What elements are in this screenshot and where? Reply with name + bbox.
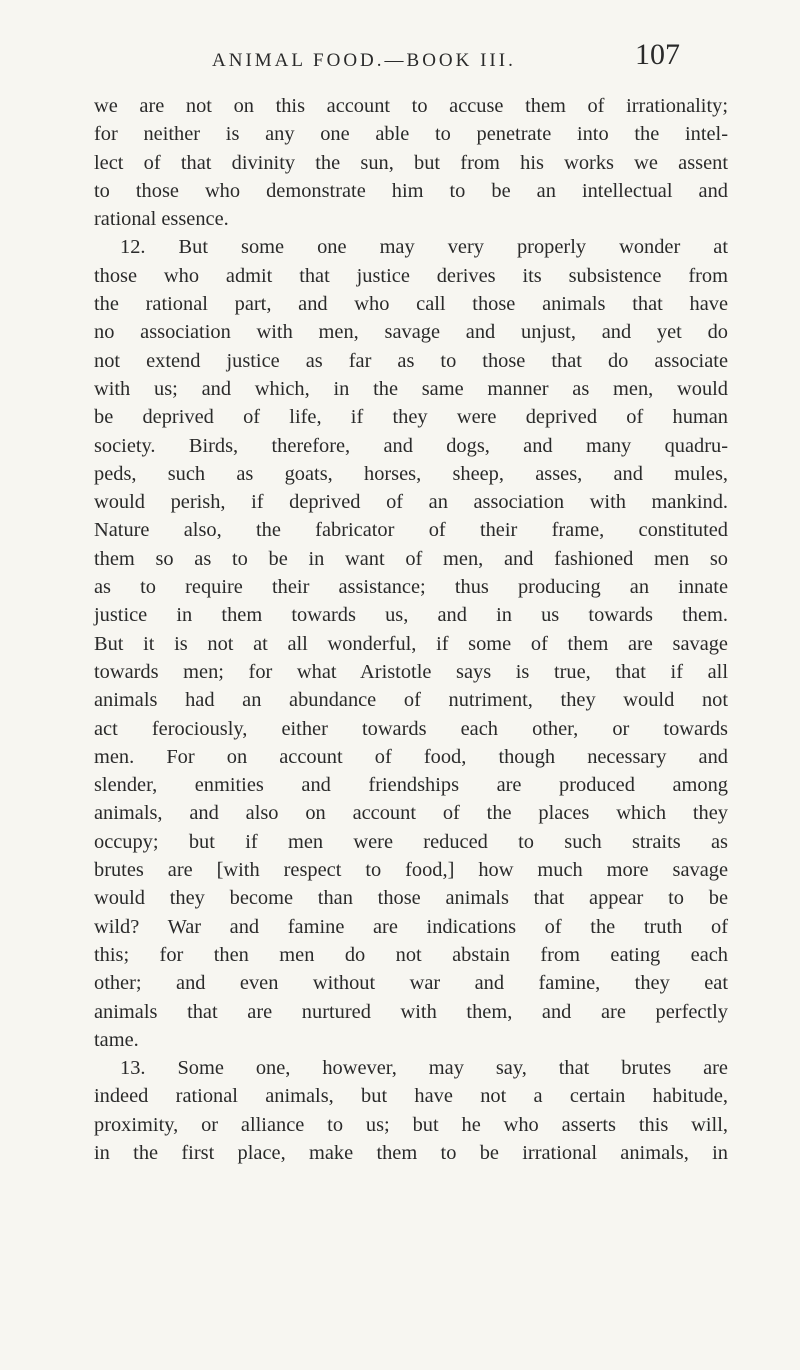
text-line: animals had an abundance of nutriment, they would not xyxy=(94,689,728,712)
running-title: ANIMAL FOOD.—BOOK III. xyxy=(212,50,516,71)
text-line: other; and even without war and famine, they eat xyxy=(94,972,728,995)
body-text xyxy=(94,92,728,1167)
text-line: act ferociously, either towards each other, or towards xyxy=(94,717,728,740)
text-line: to those who demonstrate him to be an intellectual and xyxy=(94,179,728,202)
text-line: tame. xyxy=(94,1028,139,1051)
text-line: men. For on account of food, though necessary and xyxy=(94,745,728,768)
text-line: them so as to be in want of men, and fashioned men so xyxy=(94,547,728,570)
text-line: lect of that divinity the sun, but from his works we assent xyxy=(94,151,728,174)
paragraph-start-line: 13. Some one, however, may say, that brutes are xyxy=(120,1057,728,1080)
text-line: Nature also, the fabricator of their frame, constituted xyxy=(94,519,728,542)
text-line: slender, enmities and friendships are produced among xyxy=(94,774,728,797)
text-line: animals, and also on account of the places which they xyxy=(94,802,728,825)
text-line: justice in them towards us, and in us towards them. xyxy=(94,604,728,627)
text-line: animals that are nurtured with them, and are perfectly xyxy=(94,1000,728,1023)
text-line: be deprived of life, if they were deprived of human xyxy=(94,406,728,429)
text-line: no association with men, savage and unjust, and yet do xyxy=(94,321,728,344)
text-line: in the first place, make them to be irrational animals, in xyxy=(94,1141,728,1164)
text-line: wild? War and famine are indications of the truth of xyxy=(94,915,728,938)
text-line: would they become than those animals that appear to be xyxy=(94,887,728,910)
text-line: we are not on this account to accuse them of irrationality; xyxy=(94,95,728,117)
text-line: those who admit that justice derives its subsistence from xyxy=(94,264,728,287)
text-line: this; for then men do not abstain from eating each xyxy=(94,943,728,966)
text-line: brutes are [with respect to food,] how much more savage xyxy=(94,859,728,882)
text-line: would perish, if deprived of an association with mankind. xyxy=(94,491,728,514)
text-line: indeed rational animals, but have not a certain habitude, xyxy=(94,1085,728,1108)
paragraph-start-line: 12. But some one may very properly wonder at xyxy=(120,236,728,259)
text-line: as to require their assistance; thus producing an innate xyxy=(94,576,728,599)
page-number: 107 xyxy=(635,38,680,71)
text-line: rational essence. xyxy=(94,208,229,231)
text-line: society. Birds, therefore, and dogs, and many quadru- xyxy=(94,434,728,457)
text-line: for neither is any one able to penetrate into the intel- xyxy=(94,123,728,146)
text-line: occupy; but if men were reduced to such straits as xyxy=(94,830,728,853)
text-line: not extend justice as far as to those that do associate xyxy=(94,349,728,372)
text-line: But it is not at all wonderful, if some of them are savage xyxy=(94,632,728,655)
text-line: the rational part, and who call those animals that have xyxy=(94,293,728,316)
text-line: towards men; for what Aristotle says is true, that if all xyxy=(94,660,728,683)
text-line: peds, such as goats, horses, sheep, asses, and mules, xyxy=(94,462,728,485)
text-line: with us; and which, in the same manner as men, would xyxy=(94,377,728,400)
text-line: proximity, or alliance to us; but he who asserts this will, xyxy=(94,1113,728,1136)
